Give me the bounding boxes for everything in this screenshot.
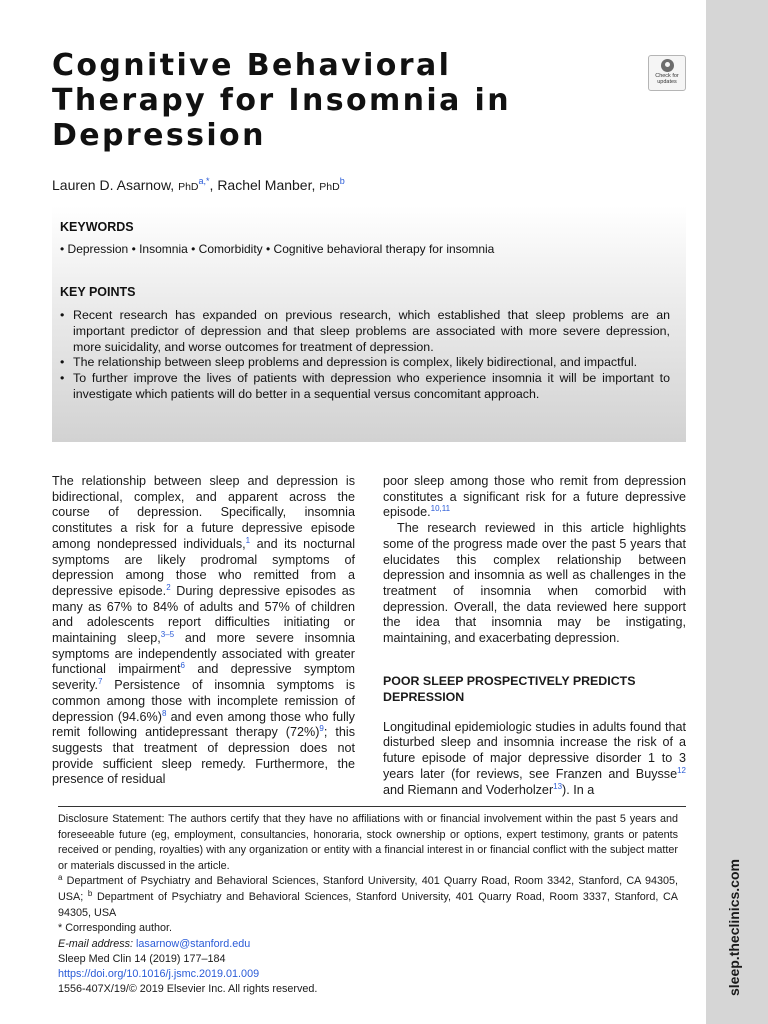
- body-paragraph: The research reviewed in this article highlights some of the progress made over the past 5 years that elucidates this complex relationship between depression and insomnia as well as challenges in the treatment of insomnia when comorbid with depression. Overall, the data reviewed here support the idea that insomnia may be instigating, maintaining, and exacerbating depression.: [383, 521, 686, 646]
- body-paragraph: [383, 474, 686, 521]
- section-heading-line: DEPRESSION: [383, 689, 465, 704]
- body-text: Longitudinal epidemiologic studies in adults found that disturbed sleep and insomnia increase the risk of a future episode of major depressive disorder 1 to 3 years later (for reviews, see Franzen and Buysse: [383, 719, 686, 781]
- author-degree: PhD: [178, 181, 199, 193]
- copyright: 1556-407X/19/© 2019 Elsevier Inc. All rights reserved.: [58, 983, 318, 996]
- article-title: [52, 48, 612, 153]
- disclosure-statement: Disclosure Statement: The authors certify that they have no affiliations with or financial involvement within the past 5 years and foreseeable future (eg, employment, consultancies, honoraria, stock ownership or options, expert testimony, grants or patents received or pending, royalties) with any organization or entity with a financial interest in or financial conflict with the subject matter or materials discussed in the article.: [58, 813, 678, 872]
- citation-info: [58, 952, 678, 998]
- title-line: Therapy for Insomnia in: [52, 83, 511, 118]
- citation-ref[interactable]: 9: [319, 724, 324, 734]
- title-line: Depression: [52, 118, 266, 153]
- section-heading-line: POOR SLEEP PROSPECTIVELY PREDICTS: [383, 673, 636, 688]
- body-paragraph: [383, 720, 686, 799]
- body-text: ). In a: [562, 782, 595, 797]
- body-text: and even among those who fully remit following antidepressant therapy (72%): [52, 709, 355, 740]
- citation-ref[interactable]: 6: [180, 661, 185, 671]
- badge-label-line: Check for: [655, 73, 679, 79]
- body-text: and depressive symptom severity.: [52, 662, 356, 693]
- footnotes: [58, 812, 678, 952]
- key-point-item: • The relationship between sleep problems and depression is complex, likely bidirectional, and impactful.: [60, 355, 670, 371]
- body-text: and its nocturnal symptoms are likely prodromal symptoms of depression among those who remitted from a depressive episode.: [52, 536, 355, 598]
- keywords-heading: KEYWORDS: [60, 220, 134, 234]
- body-text: Persistence of insomnia symptoms is common among those with incomplete remission of depression (94.6%): [52, 678, 355, 724]
- body-column-left: [52, 474, 355, 788]
- body-text: ; this suggests that treatment of depression does not provide sufficient sleep remedy. Furthermore, the presence of residual: [52, 725, 355, 787]
- key-point-item: • Recent research has expanded on previous research, which established that sleep problems are an important predictor of depression and that sleep problems are associated with more severe depression, more suicidality, and worse outcomes for treatment of depression.: [60, 308, 670, 355]
- key-point-item: • To further improve the lives of patients with depression who experience insomnia it will be important to investigate which patients will do better in a sequential versus concomitant approach.: [60, 371, 670, 403]
- body-text: and more severe insomnia symptoms are independently associated with greater functional impairment: [52, 631, 355, 677]
- citation-ref[interactable]: 13: [553, 781, 563, 791]
- email-link[interactable]: lasarnow@stanford.edu: [136, 937, 251, 950]
- title-line: Cognitive Behavioral: [52, 48, 452, 83]
- affiliation-marker[interactable]: a,*: [198, 176, 210, 186]
- citation-ref[interactable]: 3–5: [160, 630, 175, 640]
- key-points-heading: KEY POINTS: [60, 285, 136, 299]
- keywords-list: • Depression • Insomnia • Comorbidity • Cognitive behavioral therapy for insomnia: [60, 242, 495, 256]
- citation-ref[interactable]: 2: [166, 582, 171, 592]
- journal-url[interactable]: sleep.theclinics.com: [726, 859, 742, 996]
- citation-ref[interactable]: 1: [245, 535, 251, 545]
- body-paragraph: [52, 474, 355, 788]
- citation-ref[interactable]: 8: [161, 708, 167, 718]
- citation-ref[interactable]: 10,11: [430, 504, 451, 514]
- email-line: [58, 937, 678, 953]
- badge-label-line: updates: [657, 79, 677, 85]
- corresponding-author: * Corresponding author.: [58, 922, 173, 935]
- affiliations: [58, 874, 678, 921]
- author-line: [52, 176, 345, 193]
- author-name: Lauren D. Asarnow,: [52, 177, 175, 193]
- keywords-keypoints-box: [52, 206, 686, 442]
- affiliation-marker: b: [87, 888, 93, 898]
- citation-ref[interactable]: 7: [97, 677, 103, 687]
- section-heading: [383, 673, 686, 705]
- affiliation-text: Department of Psychiatry and Behavioral Sciences, Stanford University, 401 Quarry Road, Room 3342, Stanford, CA 94305, USA;: [58, 875, 678, 903]
- author-degree: PhD: [319, 181, 340, 193]
- body-text: The relationship between sleep and depression is bidirectional, complex, and apparent across the course of depression. Specifically, insomnia constitutes a risk for a future depressive episode among nondepressed individuals,: [52, 474, 355, 551]
- body-text: and Riemann and Voderholzer: [383, 782, 554, 797]
- journal-citation: Sleep Med Clin 14 (2019) 177–184: [58, 953, 226, 965]
- citation-ref[interactable]: 12: [677, 765, 686, 775]
- affiliation-text: Department of Psychiatry and Behavioral Sciences, Stanford University, 401 Quarry Road, Room 3337, Stanford, CA 94305, USA: [58, 890, 678, 919]
- key-points-list: [60, 308, 670, 403]
- email-label: E-mail address:: [58, 937, 134, 950]
- footnote-divider: [58, 806, 686, 807]
- body-column-right: [383, 474, 686, 798]
- journal-sidebar: [706, 0, 768, 1024]
- body-text: poor sleep among those who remit from depression constitutes a significant risk for a future depressive episode.: [383, 474, 686, 520]
- author-separator: ,: [209, 177, 218, 193]
- author-name: Rachel Manber,: [217, 177, 316, 193]
- affiliation-marker: a: [58, 873, 63, 883]
- affiliation-marker[interactable]: b: [339, 176, 345, 186]
- check-updates-icon: [661, 59, 674, 72]
- check-for-updates-button[interactable]: [648, 55, 686, 91]
- body-text: During depressive episodes as many as 67% to 84% of adults and 57% of children and adolescents report difficulties initiating or maintaining sleep,: [52, 583, 356, 646]
- doi-link[interactable]: https://doi.org/10.1016/j.jsmc.2019.01.009: [58, 968, 260, 981]
